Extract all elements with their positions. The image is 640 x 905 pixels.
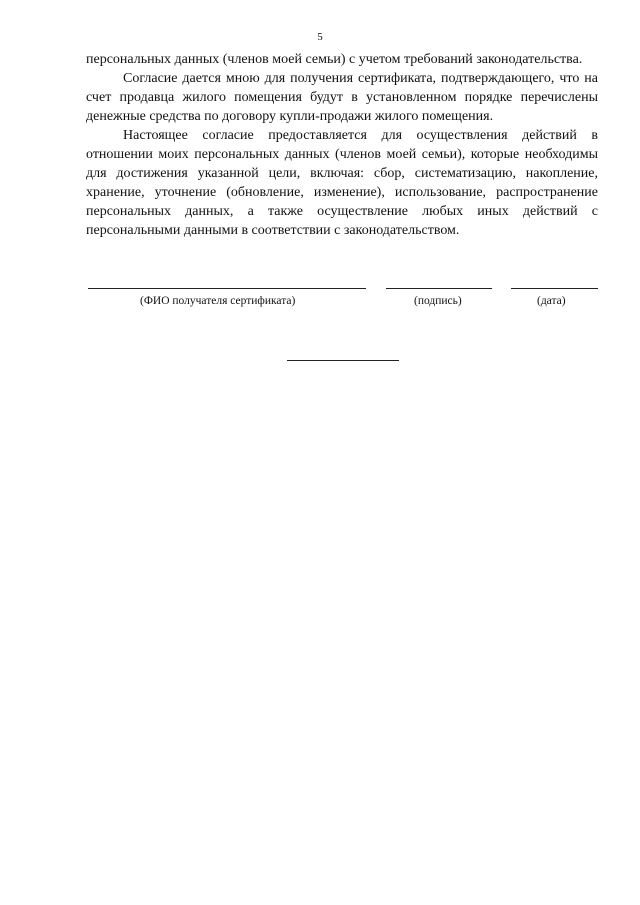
date-caption: (дата) (537, 295, 566, 307)
signature-block (0, 288, 640, 318)
paragraph-continuation: персональных данных (членов моей семьи) с учетом требований законодательства. (86, 52, 583, 67)
page-number: 5 (317, 31, 323, 43)
signature-caption: (подпись) (414, 295, 462, 307)
signature-line (386, 288, 492, 289)
paragraph-consent-purpose: Согласие дается мною для получения сертификата, подтверждающего, что на счет продавца жилого помещения будут в установленном порядке перечислены денежные средства по договору купли-продажи жилого помещения. (86, 71, 598, 124)
name-line (88, 288, 366, 289)
name-caption: (ФИО получателя сертификата) (140, 295, 296, 307)
end-of-document-rule (287, 360, 399, 361)
document-body (86, 50, 598, 240)
paragraph-consent-scope: Настоящее согласие предоставляется для осуществления действий в отношении моих персональных данных (членов моей семьи), которые необходимы для достижения указанной цели, включая: сбор, систематизацию, накопление, хранение, уточнение (обновление, изменение), использование, распространение персональных данных, а также осуществление любых иных действий с персональными данными в соответствии с законодательством. (86, 128, 598, 238)
date-line (511, 288, 598, 289)
